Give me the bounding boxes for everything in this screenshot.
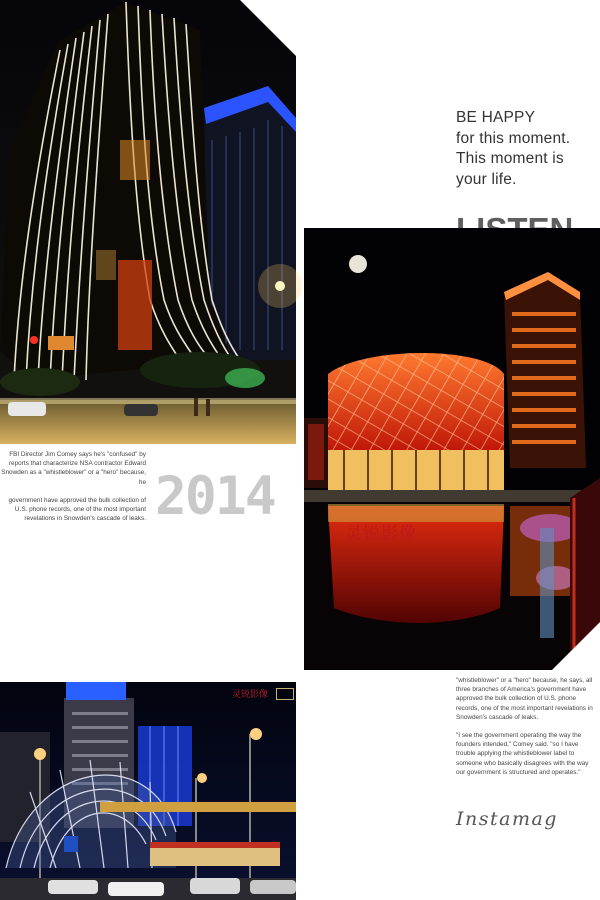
corner-cut xyxy=(552,622,600,670)
camera-badge-icon xyxy=(276,688,294,700)
opera-house-scene xyxy=(304,228,600,670)
article-right xyxy=(456,676,596,786)
skyscraper-scene xyxy=(0,0,296,444)
quote-line: BE HAPPY xyxy=(456,109,536,126)
article-paragraph: FBI Director Jim Comey says he's "confused" by reports that characterize NSA contractor Edward Snowden as a "whistleblower" or a "hero" because, he xyxy=(1,451,146,486)
year-label: 2014 xyxy=(155,466,275,527)
article-left xyxy=(0,450,146,532)
article-paragraph: "whistleblower" or a "hero" because, he says, all three branches of America's government have approved the bulk collection of U.S. phone records, one of the most important revelations in Snowden's cascade of leaks. xyxy=(456,677,593,721)
article-paragraph: "I see the government operating the way the founders intended," Comey said. "so I have trouble applying the whistleblower label to someone who basically disagrees with the way our government is structured and operates." xyxy=(456,732,589,776)
brand-logo: Instamag xyxy=(456,808,558,830)
quote-line: your life. xyxy=(456,170,517,188)
quote-block xyxy=(456,108,596,190)
opera-house-photo xyxy=(304,228,600,670)
arch-bridge-photo xyxy=(0,682,296,900)
quote-line: for this moment. xyxy=(456,129,571,147)
corner-cut xyxy=(240,0,300,60)
skyscraper-photo xyxy=(0,0,296,444)
watermark-text: 灵锐影像 xyxy=(345,524,417,544)
quote-line: This moment is xyxy=(456,150,564,167)
arch-bridge-scene xyxy=(0,682,296,900)
article-paragraph: government have approved the bulk collection of U.S. phone records, one of the most important revelations in Snowden's cascade of leaks. xyxy=(8,496,146,523)
watermark-small: 灵锐影像 xyxy=(232,690,269,700)
